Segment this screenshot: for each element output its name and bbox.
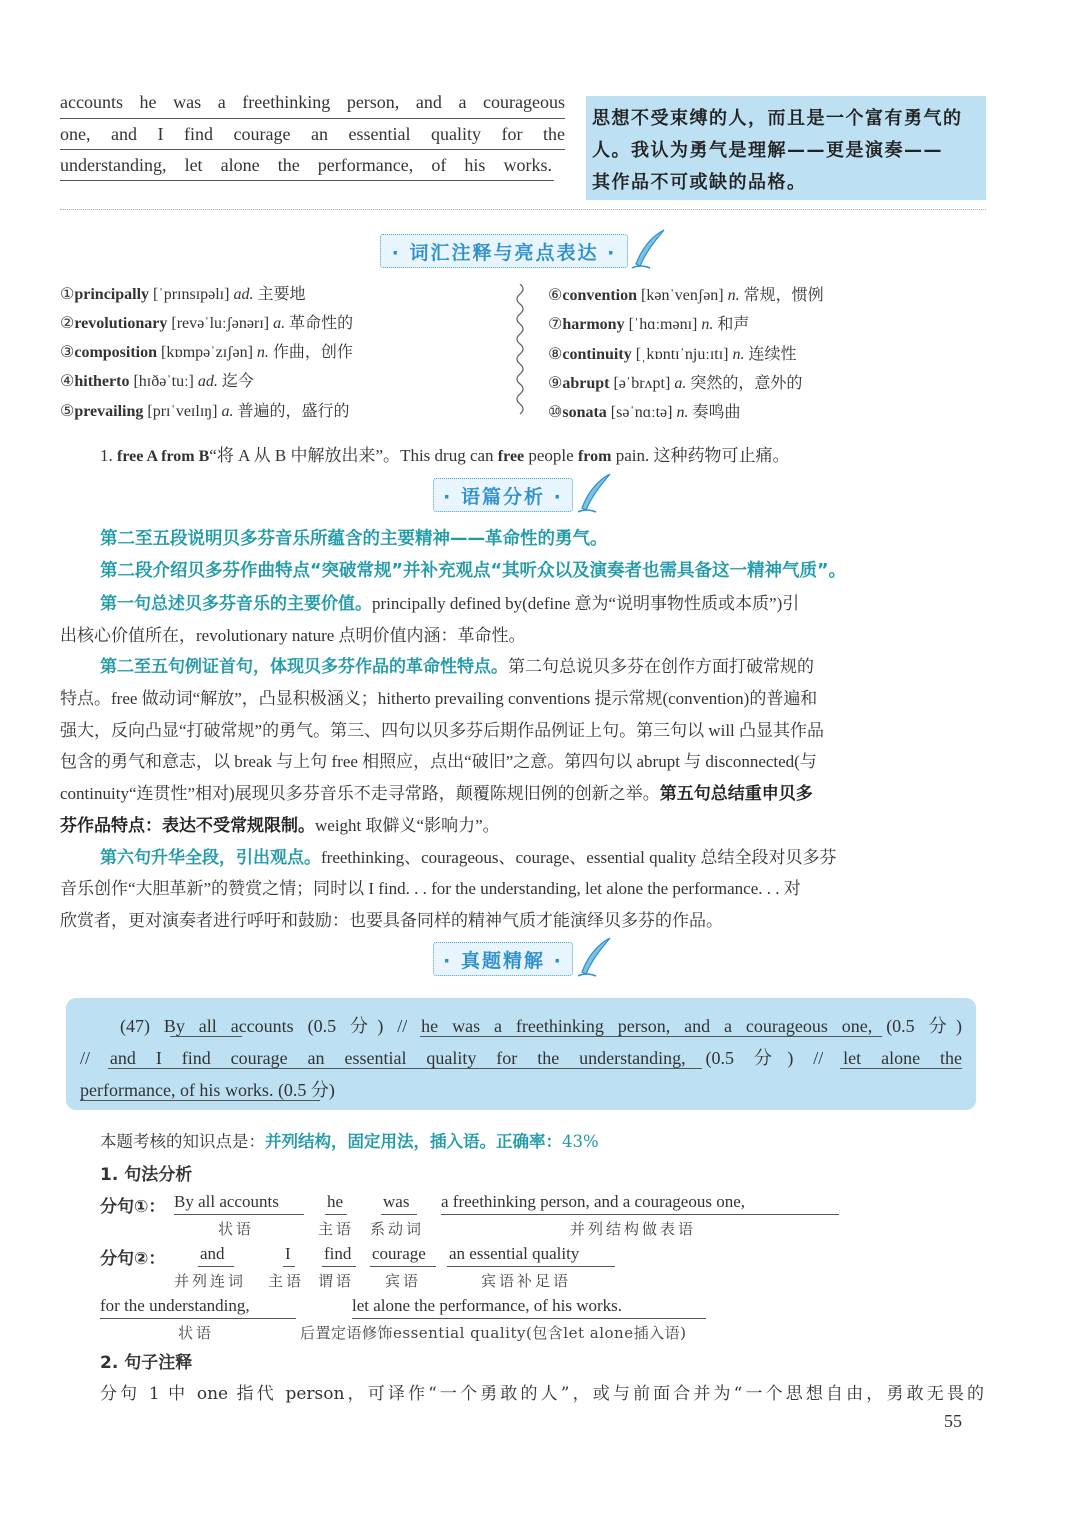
underline (840, 1068, 962, 1069)
vocab-item: ⑦harmony [ˈhɑːmənɪ] n. 和声 (548, 316, 750, 333)
vocab-item: ⑥convention [kənˈvenʃən] n. 常规，惯例 (548, 287, 824, 304)
clause-word: was (383, 1192, 410, 1211)
analysis-paragraph-line: 第六句升华全段，引出观点。freethinking、courageous、courage、essential quality 总结全段对贝多芬 (100, 848, 837, 868)
underline (60, 118, 565, 119)
analysis-paragraph-line: 第一句总述贝多芬音乐的主要价值。principally defined by(define 意为“说明事物性质或本质”)引 (100, 594, 800, 614)
passage-line-2: one, and I find courage an essential quality for the (60, 124, 565, 144)
translation-box (586, 96, 986, 200)
clause-word: for the understanding, (100, 1296, 250, 1315)
vocab-item: ⑤prevailing [prɪˈveɪlɪŋ] a. 普遍的，盛行的 (60, 403, 350, 420)
underline (370, 1266, 436, 1267)
vocab-item: ⑨abrupt [əˈbrʌpt] a. 突然的，意外的 (548, 375, 803, 392)
vocab-item: ①principally [ˈprɪnsɪpəlɪ] ad. 主要地 (60, 286, 306, 303)
phrase-note: 1. free A from B“将 A 从 B 中解放出来”。This drug can free people from pain. 这种药物可止痛。 (100, 446, 790, 465)
vocab-item: ④hitherto [hɪðəˈtuː] ad. 迄今 (60, 373, 254, 390)
underline (283, 1266, 295, 1267)
role-label: 状语 (178, 1324, 215, 1342)
answer-line-2: // and I find courage an essential quality for the understanding, (0.5 分) // let alone the (80, 1048, 962, 1068)
quill-icon (628, 228, 668, 272)
analysis-heading-1: 第二至五段说明贝多芬音乐所蕴含的主要精神——革命性的勇气。 (100, 529, 608, 549)
clause-word: let alone the performance, of his works. (352, 1296, 623, 1315)
underline (60, 149, 565, 150)
analysis-paragraph-line: 包含的勇气和意志，以 break 与上句 free 相照应，点出“破旧”之意。第四句以 abrupt 与 disconnected(与 (60, 752, 817, 771)
notes-text: 分句 1 中 one 指代 person，可译作“一个勇敢的人”，或与前面合并为“一个思想自由，勇敢无畏的 (100, 1384, 984, 1404)
underline (381, 1214, 417, 1215)
quill-icon (574, 472, 614, 516)
clause-1-label: 分句①： (100, 1197, 166, 1217)
clause-word: By all accounts (174, 1192, 279, 1211)
underline (447, 1266, 615, 1267)
underline (80, 1100, 320, 1101)
underline (198, 1266, 234, 1267)
answer-section-header: · 真题精解 · (433, 942, 573, 976)
passage-line-3: understanding, let alone the performance, of his works. (60, 155, 552, 175)
clause-word: an essential quality (449, 1244, 580, 1263)
analysis-paragraph-line: 芬作品特点：表达不受常规限制。weight 取僻义“影响力”。 (60, 816, 500, 836)
analysis-paragraph-line: 音乐创作“大胆革新”的赞赏之情；同时以 I find. . . for the understanding, let alone the performance. . . 对 (60, 879, 801, 898)
analysis-paragraph-line: continuity“连贯性”相对)展现贝多芬音乐不走寻常路，颠覆陈规旧例的创新之举。第五句总结重申贝多 (60, 784, 813, 804)
knowledge-points: 本题考核的知识点是：并列结构，固定用法，插入语。正确率：43% (100, 1132, 599, 1151)
answer-line-3: performance, of his works. (0.5 分) (80, 1080, 335, 1100)
role-label: 并列连词 (174, 1272, 247, 1290)
wavy-divider (510, 284, 530, 418)
role-label: 宾语 (385, 1272, 422, 1290)
underline (174, 1214, 304, 1215)
analysis-section-header: · 语篇分析 · (433, 478, 573, 512)
underline (322, 1266, 356, 1267)
syntax-title: 1. 句法分析 (100, 1165, 193, 1185)
role-label: 主语 (268, 1272, 305, 1290)
underline (170, 1036, 242, 1037)
vocab-section-header: · 词汇注释与亮点表达 · (380, 234, 628, 268)
vocab-item: ⑩sonata [səˈnɑːtə] n. 奏鸣曲 (548, 404, 741, 421)
role-label: 主语 (318, 1220, 355, 1238)
clause-word: courage (372, 1244, 426, 1263)
clause-word: and (200, 1244, 225, 1263)
translation-line-3: 其作品不可或缺的品格。 (592, 172, 807, 193)
underline (60, 180, 554, 181)
analysis-heading-2: 第二段介绍贝多芬作曲特点“突破常规”并补充观点“其听众以及演奏者也需具备这一精神气质”。 (100, 561, 847, 581)
analysis-paragraph-line: 强大，反向凸显“打破常规”的勇气。第三、四句以贝多芬后期作品例证上句。第三句以 will 凸显其作品 (60, 721, 825, 740)
dotted-divider (60, 209, 986, 210)
underline (108, 1068, 702, 1069)
underline (441, 1214, 839, 1215)
analysis-paragraph-line: 特点。free 做动词“解放”，凸显积极涵义；hitherto prevailing conventions 提示常规(convention)的普遍和 (60, 689, 818, 708)
translation-line-2: 人。我认为勇气是理解——更是演奏—— (592, 140, 943, 161)
clause-word: a freethinking person, and a courageous one, (441, 1192, 745, 1211)
role-label: 宾语补足语 (481, 1272, 572, 1290)
notes-title: 2. 句子注释 (100, 1353, 193, 1373)
analysis-paragraph-line: 欣赏者，更对演奏者进行呼吁和鼓励：也要具备同样的精神气质才能演绎贝多芬的作品。 (60, 911, 723, 930)
passage-line-1: accounts he was a freethinking person, and a courageous (60, 92, 565, 112)
underline (420, 1036, 882, 1037)
underline (325, 1214, 347, 1215)
analysis-paragraph-line: 出核心价值所在，revolutionary nature 点明价值内涵：革命性。 (60, 626, 526, 645)
role-label: 系动词 (370, 1220, 425, 1238)
clause-word: find (324, 1244, 352, 1263)
underline (100, 1318, 296, 1319)
analysis-paragraph-line: 第二至五句例证首句，体现贝多芬作品的革命性特点。第二句总说贝多芬在创作方面打破常规的 (100, 657, 814, 677)
role-label: 并列结构做表语 (570, 1220, 697, 1238)
vocab-item: ③composition [kɒmpəˈzɪʃən] n. 作曲，创作 (60, 344, 353, 361)
vocab-item: ⑧continuity [ˌkɒntɪˈnjuːɪtɪ] n. 连续性 (548, 346, 797, 363)
clause-word: he (327, 1192, 344, 1211)
page-number: 55 (944, 1411, 962, 1431)
clause-2-label: 分句②： (100, 1249, 166, 1269)
clause-word: I (285, 1244, 291, 1263)
underline (352, 1318, 706, 1319)
role-label: 后置定语修饰essential quality(包含let alone插入语) (300, 1324, 687, 1342)
vocab-item: ②revolutionary [revəˈluːʃənərɪ] a. 革命性的 (60, 315, 354, 332)
role-label: 状语 (218, 1220, 255, 1238)
role-label: 谓语 (318, 1272, 355, 1290)
translation-line-1: 思想不受束缚的人，而且是一个富有勇气的 (592, 108, 963, 129)
answer-line-1: (47) By all accounts (0.5 分) // he was a freethinking person, and a courageous one, (0.5 分) (120, 1016, 962, 1036)
quill-icon (574, 936, 614, 980)
